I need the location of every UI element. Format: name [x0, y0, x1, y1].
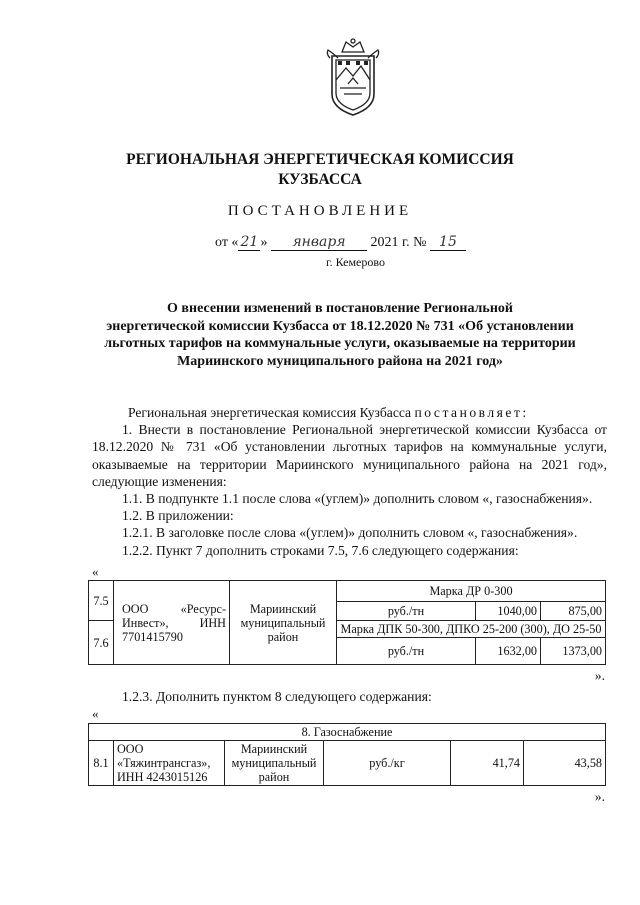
organization-name — [0, 150, 640, 190]
gas-section-header: 8. Газоснабжение — [89, 723, 606, 740]
decree-body — [92, 404, 607, 805]
gas-supplier-name: ООО «Тяжинтрансгаз», ИНН 4243015126 — [114, 740, 225, 785]
clause-1-2-3: 1.2.3. Дополнить пунктом 8 следующего содержания: — [122, 689, 432, 705]
tariff-1-a: 1040,00 — [476, 602, 541, 621]
clause-1-2-2: 1.2.2. Пункт 7 дополнить строками 7.5, 7.6 следующего содержания: — [122, 542, 519, 558]
unit-2: руб./тн — [337, 638, 476, 665]
preamble-text: Региональная энергетическая комиссия Кузбасса — [128, 405, 415, 420]
tariff-2-a: 1632,00 — [476, 638, 541, 665]
gas-tariff-b: 43,58 — [524, 740, 606, 785]
org-line-2: КУЗБАССА — [278, 171, 362, 188]
supplier-name: ООО «Ресурс-Инвест», ИНН 7701415790 — [114, 581, 230, 665]
coat-of-arms-emblem — [320, 38, 386, 118]
document-type: ПОСТАНОВЛЕНИЕ — [227, 203, 413, 219]
date-line — [215, 234, 466, 251]
subject-line-1: О внесении изменений в постановление Региональной — [167, 301, 513, 316]
preamble-spaced: постановляет: — [414, 405, 529, 420]
gas-tariff-a: 41,74 — [451, 740, 524, 785]
date-year: 2021 г. № — [370, 235, 427, 250]
quote-close-1: ». — [594, 668, 605, 684]
tariff-table-gas — [88, 723, 606, 786]
quote-open-2: « — [92, 706, 99, 722]
org-line-1: РЕГИОНАЛЬНАЯ ЭНЕРГЕТИЧЕСКАЯ КОМИССИЯ — [126, 151, 514, 168]
clause-1-2: 1.2. В приложении: — [122, 508, 234, 524]
date-day-handwritten: 21 — [238, 234, 260, 251]
coal-brand-1: Марка ДР 0-300 — [337, 581, 606, 602]
city: г. Кемерово — [326, 255, 385, 269]
coal-brand-2: Марка ДПК 50-300, ДПКО 25-200 (300), ДО 25-50 — [337, 621, 606, 638]
decree-subject — [60, 300, 620, 370]
row-num-7-5: 7.5 — [89, 581, 114, 621]
row-num-7-6: 7.6 — [89, 621, 114, 665]
row-num-8-1: 8.1 — [89, 740, 114, 785]
subject-line-2: энергетической комиссии Кузбасса от 18.12.2020 № 731 «Об установлении — [106, 318, 574, 334]
table-row — [89, 581, 606, 602]
quote-open-1: « — [92, 563, 99, 579]
clause-1-2-1: 1.2.1. В заголовке после слова «(углем)» дополнить словом «, газоснабжения». — [122, 525, 578, 541]
gas-unit: руб./кг — [324, 740, 451, 785]
gas-territory: Мариинский муниципальный район — [225, 740, 324, 785]
unit-1: руб./тн — [337, 602, 476, 621]
date-prefix: от « — [215, 235, 239, 250]
tariff-1-b: 875,00 — [541, 602, 606, 621]
date-month-handwritten: января — [271, 234, 367, 251]
clause-1-1: 1.1. В подпункте 1.1 после слова «(углем)» дополнить словом «, газоснабжения». — [122, 491, 593, 507]
quote-close-2: ». — [594, 788, 605, 804]
preamble — [92, 404, 607, 421]
tariff-table-coal — [88, 580, 606, 665]
clause-1: 1. Внести в постановление Региональной энергетической комиссии Кузбасса от 18.12.2020 № 731 «Об установлении льготных тарифов на коммунальные услуги, оказываемые на территории Мариинского муниципального района на 2021 год», следующие изменения: — [92, 422, 607, 489]
territory: Мариинский муниципальный район — [230, 581, 337, 665]
subject-line-3: льготных тарифов на коммунальные услуги, оказываемые на территории — [104, 336, 576, 351]
tariff-2-b: 1373,00 — [541, 638, 606, 665]
table-row — [89, 740, 606, 785]
date-mid: » — [260, 235, 268, 250]
doc-number-handwritten: 15 — [430, 234, 466, 251]
subject-line-4: Мариинского муниципального района на 2021 год» — [177, 353, 503, 369]
table-row — [89, 723, 606, 740]
